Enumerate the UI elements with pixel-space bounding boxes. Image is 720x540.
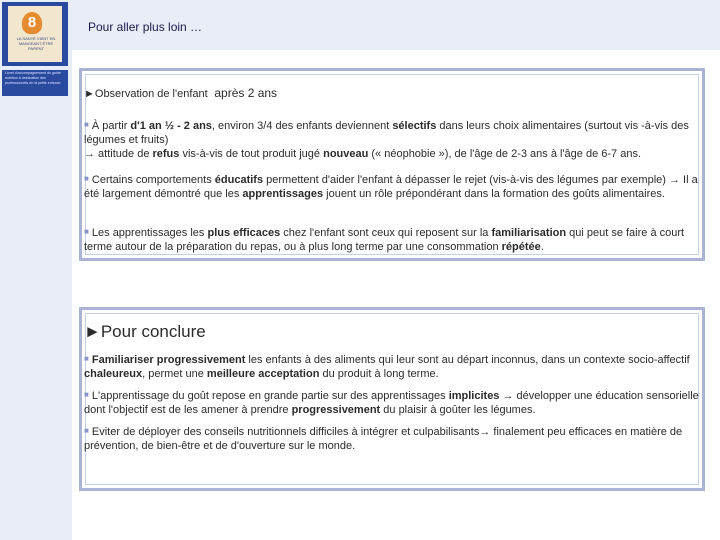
text: qui peut se faire à court terme autour de la préparation du repas, ou à plus long terme par une consommation [84,227,685,253]
paragraph [84,352,700,381]
logo-number: 8 [22,12,42,34]
text: les enfants à des aliments qui leur sont au départ inconnus, dans un contexte socio-affectif [245,354,690,366]
page-title: Pour aller plus loin … [88,20,203,34]
square-bullet-icon: ■ [84,426,89,435]
emphasis: nouveau [323,148,369,160]
heading-prefix: ►Observation de l'enfant [84,88,208,100]
emphasis: implicites [448,390,500,402]
paragraph [84,172,700,201]
text: . [540,241,544,253]
emphasis: sélectifs [392,120,437,132]
logo [2,2,68,66]
emphasis: répétée [501,241,541,253]
right-arrow-icon: → [84,148,95,160]
square-bullet-icon: ■ [84,174,89,183]
paragraph [84,118,700,161]
right-arrow-icon: → [502,390,514,402]
text: Les apprentissages les [88,227,208,239]
text: , permet une [142,368,207,380]
emphasis: meilleure acceptation [206,368,320,380]
emphasis: familiarisation [491,227,567,239]
text: développer une éducation sensorielle dont l'objectif est de les amener à prendre [84,390,699,416]
emphasis: plus efficaces [207,227,281,239]
text: Il a été largement démontré que les [84,174,698,200]
emphasis: Familiariser progressivement [91,354,246,366]
logo-text: LA SANTÉ VIENT EN MANGEANT ÊTRE PARENT [16,36,56,51]
text: permettent d'aider l'enfant à dépasser le rejet (vis-à-vis des légumes par exemple) [263,174,666,186]
emphasis: progressivement [291,404,381,416]
section-heading-observation [84,86,700,101]
square-bullet-icon: ■ [84,227,89,236]
heading-suffix: après 2 ans [214,86,278,100]
section-heading-conclusion: ►Pour conclure [84,322,206,341]
text: vis-à-vis de tout produit jugé [179,148,324,160]
right-arrow-icon: → [479,426,491,438]
text: finalement peu efficaces en matière de prévention, de bien-être et de d'ouverture sur le monde. [84,426,683,452]
logo-panel [8,6,62,62]
emphasis: refus [152,148,180,160]
header [72,0,720,50]
text: L'apprentissage du goût repose en grande partie sur des apprentissages [88,390,449,402]
text: À partir [88,120,131,132]
sidebar [0,0,72,540]
square-bullet-icon: ■ [84,354,89,363]
text: Certains comportements [88,174,215,186]
text: (« néophobie »), de l'âge de 2-3 ans à l'âge de 6-7 ans. [368,148,642,160]
text: dans leurs choix alimentaires (surtout vis -à-vis des légumes et fruits) [84,120,689,146]
text: , environ 3/4 des enfants deviennent [211,120,393,132]
sidebar-blurb: Livret d'accompagnement du guide nutrition à destination des professionnels de la petite enfance [2,70,68,96]
text: du produit à long terme. [319,368,439,380]
emphasis: éducatifs [214,174,264,186]
text: jouent un rôle prépondérant dans la formation des goûts alimentaires. [323,188,665,200]
text: attitude de [95,148,153,160]
text: du plaisir à goûter les légumes. [380,404,536,416]
emphasis: chaleureux [84,368,143,380]
emphasis: apprentissages [242,188,324,200]
right-arrow-icon: → [668,174,680,186]
text: chez l'enfant sont ceux qui reposent sur la [280,227,492,239]
paragraph [84,388,700,417]
text: Eviter de déployer des conseils nutritionnels difficiles à intégrer et culpabilisants [88,426,480,438]
emphasis: d'1 an ½ - 2 ans [130,120,212,132]
paragraph [84,424,700,453]
paragraph [84,225,700,254]
square-bullet-icon: ■ [84,390,89,399]
square-bullet-icon: ■ [84,120,89,129]
